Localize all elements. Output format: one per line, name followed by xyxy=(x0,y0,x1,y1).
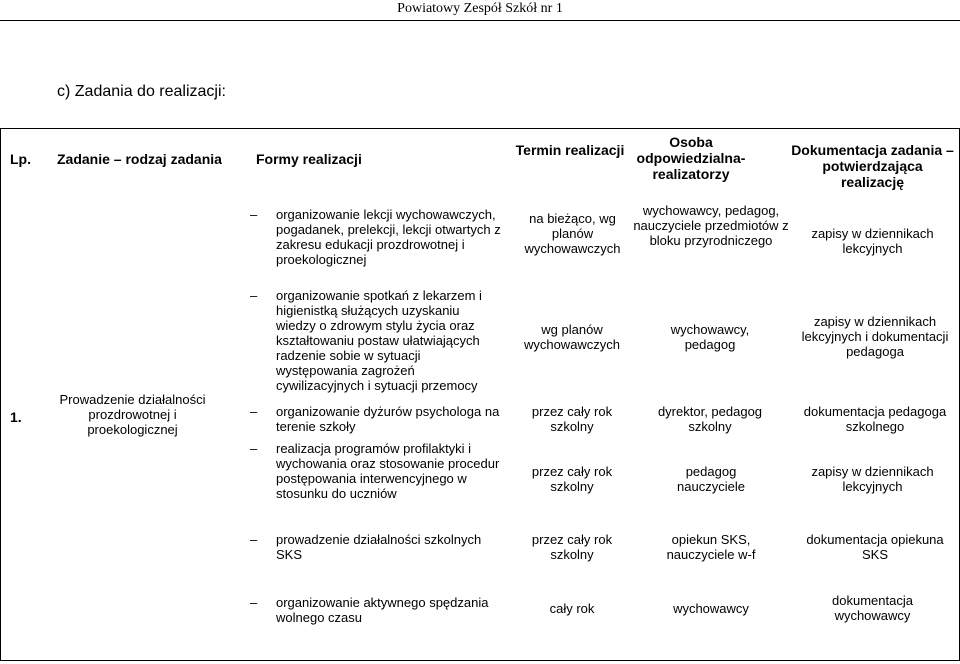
osoba-text: pedagog nauczyciele xyxy=(677,464,745,494)
table-top-border xyxy=(0,128,960,129)
list-dash: – xyxy=(250,288,258,303)
task-name: Prowadzenie działalności prozdrowotnej i proekologicznej xyxy=(59,392,206,437)
dokumentacja-text: zapisy w dziennikach lekcyjnych xyxy=(811,226,934,256)
header-lp: Lp. xyxy=(10,151,31,167)
header-termin: Termin realizacji xyxy=(515,142,625,158)
osoba-text: dyrektor, pedagog szkolny xyxy=(657,404,763,434)
form-text: organizowanie aktywnego spędzania wolnego czasu xyxy=(276,595,489,625)
list-dash: – xyxy=(250,207,258,222)
osoba-text: wychowawcy, pedagog, nauczyciele przedmiotów z bloku przyrodniczego xyxy=(633,203,789,248)
dokumentacja-text: dokumentacja opiekuna SKS xyxy=(806,532,944,562)
dokumentacja-text: dokumentacja pedagoga szkolnego xyxy=(803,404,947,434)
header-formy: Formy realizacji xyxy=(256,151,362,167)
form-text: realizacja programów profilaktyki i wychowania oraz stosowanie procedur postępowania interwencyjnego w stosunku do uczniów xyxy=(276,441,500,501)
header-zadanie: Zadanie – rodzaj zadania xyxy=(57,151,222,167)
osoba-text: opiekun SKS, nauczyciele w-f xyxy=(666,532,756,562)
form-text: organizowanie spotkań z lekarzem i higienistką służących uzyskaniu wiedzy o zdrowym stylu życia oraz kształtowaniu postaw ułatwiających radzenie sobie w sytuacji występowania zagrożeń cywilizacyjnych i sytuacji przemocy xyxy=(276,288,482,393)
row-lp: 1. xyxy=(10,409,22,425)
termin-text: cały rok xyxy=(549,601,595,616)
list-dash: – xyxy=(250,404,258,419)
termin-text: na bieżąco, wg planów wychowawczych xyxy=(524,211,621,256)
header-dokumentacja: Dokumentacja zadania – potwierdzająca realizację xyxy=(791,142,954,190)
header-osoba: Osoba odpowiedzialna-realizatorzy xyxy=(636,134,746,182)
osoba-text: wychowawcy xyxy=(673,601,749,616)
dokumentacja-text: zapisy w dziennikach lekcyjnych i dokumentacji pedagoga xyxy=(801,314,949,359)
section-title: c) Zadania do realizacji: xyxy=(57,83,226,100)
table-bottom-border xyxy=(0,660,960,661)
termin-text: przez cały rok szkolny xyxy=(531,404,613,434)
form-text: prowadzenie działalności szkolnych SKS xyxy=(276,532,482,562)
page-header: Powiatowy Zespół Szkół nr 1 xyxy=(0,0,960,21)
dokumentacja-text: zapisy w dziennikach lekcyjnych xyxy=(811,464,934,494)
termin-text: wg planów wychowawczych xyxy=(523,322,621,352)
termin-text: przez cały rok szkolny xyxy=(531,532,613,562)
list-dash: – xyxy=(250,595,258,610)
list-dash: – xyxy=(250,532,258,547)
termin-text: przez cały rok szkolny xyxy=(531,464,613,494)
form-text: organizowanie dyżurów psychologa na terenie szkoły xyxy=(276,404,500,434)
osoba-text: wychowawcy, pedagog xyxy=(670,322,750,352)
list-dash: – xyxy=(250,441,258,456)
dokumentacja-text: dokumentacja wychowawcy xyxy=(832,593,913,623)
table-left-border xyxy=(0,128,1,660)
form-text: organizowanie lekcji wychowawczych, pogadanek, prelekcji, lekcji otwartych z zakresu edukacji prozdrowotnej i proekologicznej xyxy=(276,207,501,267)
